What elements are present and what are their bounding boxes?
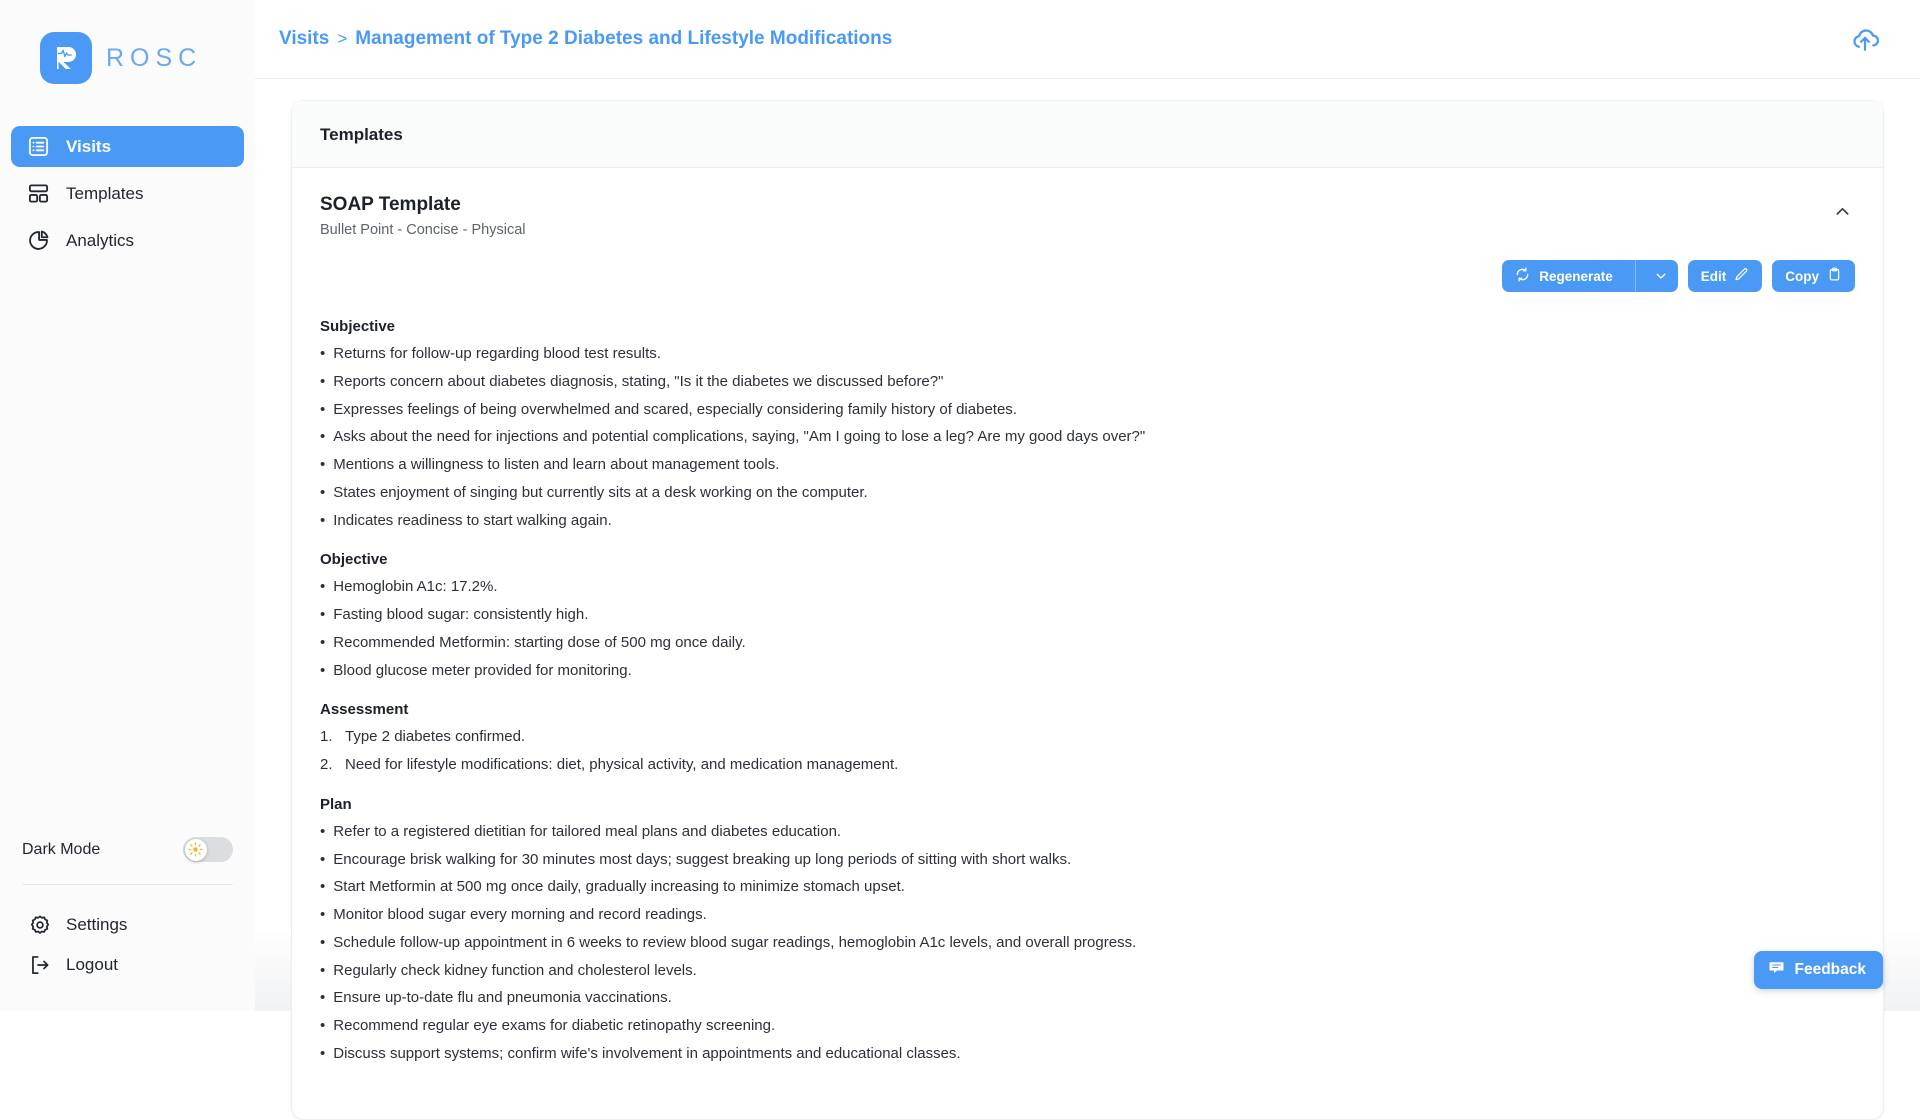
- note-list-item-text: Blood glucose meter provided for monitoring.: [333, 661, 632, 679]
- list-bullet: •: [320, 633, 326, 651]
- layout-icon: [27, 182, 50, 205]
- regenerate-button[interactable]: [1502, 260, 1678, 292]
- main-content: [255, 0, 1920, 1062]
- note-list-item-text: Schedule follow-up appointment in 6 weeks to review blood sugar readings, hemoglobin A1c levels, and overall progress.: [333, 933, 1137, 951]
- list-bullet: •: [320, 850, 326, 868]
- note-list-item-text: States enjoyment of singing but currently sits at a desk working on the computer.: [333, 483, 868, 501]
- note-list-item-text: Discuss support systems; confirm wife's involvement in appointments and educational classes.: [333, 1044, 961, 1062]
- list-number: 1.: [320, 728, 333, 746]
- list-bullet: •: [320, 606, 326, 623]
- cloud-upload-icon[interactable]: [1848, 22, 1882, 56]
- list-bullet: •: [320, 511, 326, 529]
- note-list-item-text: Reports concern about diabetes diagnosis, stating, "Is it the diabetes we discussed before?": [333, 372, 944, 390]
- note-list-item: [320, 482, 1855, 510]
- sidebar-item-label: Logout: [66, 955, 118, 974]
- sidebar-item-label: Templates: [66, 183, 144, 203]
- note-list-item: [320, 726, 1855, 754]
- note-section-list: [320, 726, 1855, 782]
- note-section-list: [320, 821, 1855, 1071]
- clipboard-icon: [1827, 267, 1842, 285]
- list-bullet: •: [320, 428, 326, 446]
- note-list-item: [320, 987, 1855, 1015]
- soap-template-subtitle: Bullet Point - Concise - Physical: [320, 222, 526, 238]
- list-bullet: •: [320, 933, 326, 951]
- note-list-item-text: Regularly check kidney function and cholesterol levels.: [333, 961, 697, 979]
- note-list-item: [320, 343, 1855, 371]
- note-list-item-text: Start Metformin at 500 mg once daily, gradually increasing to minimize stomach upset.: [333, 878, 905, 896]
- refresh-icon: [1515, 267, 1530, 285]
- feedback-label: Feedback: [1794, 961, 1866, 978]
- copy-label: Copy: [1785, 268, 1819, 284]
- note-list-item-text: Recommend regular eye exams for diabetic retinopathy screening.: [333, 1017, 776, 1034]
- toggle-knob: [185, 839, 207, 861]
- note-list-item: [320, 821, 1855, 849]
- edit-label: Edit: [1700, 268, 1727, 284]
- chat-icon: [1768, 959, 1785, 981]
- list-icon: [27, 135, 50, 158]
- list-bullet: •: [320, 372, 326, 390]
- brand-name: ROSC: [106, 43, 203, 72]
- list-bullet: •: [320, 483, 326, 501]
- note-list-item: [320, 660, 1855, 688]
- note-list-item: [320, 576, 1855, 604]
- breadcrumb: [279, 28, 892, 50]
- note-list-item-text: Asks about the need for injections and potential complications, saying, "Am I going to lose a leg? Are my good days over?": [333, 428, 1146, 446]
- list-bullet: •: [320, 400, 326, 418]
- soap-template-panel: [292, 168, 1883, 1119]
- note-list-item-text: Ensure up-to-date flu and pneumonia vaccinations.: [333, 989, 672, 1007]
- regenerate-divider: [1635, 260, 1636, 292]
- note-list-item-text: Recommended Metformin: starting dose of 500 mg once daily.: [333, 633, 746, 651]
- templates-card-header: Templates: [292, 101, 1883, 168]
- sidebar-footer: [0, 837, 255, 1011]
- list-bullet: •: [320, 961, 326, 979]
- chevron-up-icon[interactable]: [1829, 198, 1855, 224]
- note-list-item-text: Expresses feelings of being overwhelmed and scared, especially considering family history of diabetes.: [333, 400, 1017, 418]
- note-section-title: Objective: [320, 551, 388, 569]
- edit-button[interactable]: [1688, 260, 1763, 292]
- note-list-item-text: Type 2 diabetes confirmed.: [345, 728, 526, 746]
- list-bullet: •: [320, 456, 326, 473]
- sidebar-item-analytics[interactable]: [11, 220, 244, 261]
- list-bullet: •: [320, 1017, 326, 1034]
- sidebar-item-settings[interactable]: [22, 905, 233, 945]
- note-list-item: [320, 904, 1855, 932]
- soap-template-title: SOAP Template: [320, 194, 461, 215]
- list-bullet: •: [320, 989, 326, 1007]
- note-list-item-text: Fasting blood sugar: consistently high.: [333, 606, 589, 623]
- note-list-item: [320, 399, 1855, 427]
- list-bullet: •: [320, 822, 326, 840]
- note-list-item: [320, 604, 1855, 632]
- template-action-bar: [320, 260, 1855, 292]
- regenerate-label: Regenerate: [1539, 268, 1613, 284]
- note-list-item-text: Mentions a willingness to listen and learn about management tools.: [333, 456, 780, 473]
- note-list-item: [320, 426, 1855, 454]
- note-section-title: Subjective: [320, 318, 396, 335]
- note-section-title: Plan: [320, 795, 352, 813]
- sidebar: [0, 0, 255, 1011]
- feedback-button[interactable]: [1754, 951, 1883, 989]
- list-bullet: •: [320, 661, 326, 679]
- sidebar-item-label: Visits: [66, 136, 112, 156]
- note-list-item: [320, 849, 1855, 877]
- note-section-list: [320, 343, 1855, 537]
- note-list-item: [320, 1015, 1855, 1043]
- note-list-item-text: Refer to a registered dietitian for tailored meal plans and diabetes education.: [333, 822, 842, 840]
- chevron-down-icon[interactable]: [1644, 260, 1678, 292]
- note-list-item: [320, 510, 1855, 538]
- sidebar-item-visits[interactable]: [11, 126, 244, 167]
- note-list-item: [320, 754, 1855, 782]
- list-bullet: •: [320, 1044, 326, 1062]
- note-list-item-text: Indicates readiness to start walking again.: [333, 511, 612, 529]
- list-bullet: •: [320, 345, 326, 362]
- note-list-item: [320, 1043, 1855, 1071]
- soap-note-body: [320, 318, 1855, 1071]
- note-list-item: [320, 632, 1855, 660]
- copy-button[interactable]: [1772, 260, 1855, 292]
- soap-template-titles: [320, 194, 526, 238]
- sidebar-item-templates[interactable]: [11, 173, 244, 214]
- note-section-title: Assessment: [320, 701, 409, 719]
- dark-mode-toggle[interactable]: [183, 837, 233, 862]
- list-number: 2.: [320, 756, 333, 773]
- pencil-icon: [1734, 267, 1749, 285]
- gear-icon: [29, 914, 51, 936]
- dark-mode-row: [22, 837, 233, 884]
- list-bullet: •: [320, 878, 326, 896]
- note-list-item: [320, 876, 1855, 904]
- content-scroll-area[interactable]: [255, 79, 1920, 1120]
- note-list-item: [320, 371, 1855, 399]
- list-bullet: •: [320, 578, 326, 596]
- pie-chart-icon: [27, 229, 50, 252]
- top-bar: [255, 0, 1920, 79]
- breadcrumb-current: Management of Type 2 Diabetes and Lifestyle Modifications: [355, 28, 893, 49]
- brand-logo[interactable]: [0, 0, 255, 84]
- sidebar-divider: [22, 884, 233, 885]
- list-bullet: •: [320, 906, 326, 923]
- note-list-item: [320, 960, 1855, 988]
- templates-card: [291, 100, 1884, 1120]
- sidebar-nav: [0, 126, 255, 267]
- note-list-item-text: Returns for follow-up regarding blood test results.: [333, 345, 661, 362]
- dark-mode-label: Dark Mode: [22, 840, 101, 858]
- breadcrumb-root[interactable]: Visits: [279, 28, 330, 49]
- sun-icon: [188, 842, 203, 857]
- breadcrumb-separator: >: [337, 29, 348, 48]
- regenerate-main-segment[interactable]: [1502, 260, 1627, 292]
- sidebar-item-logout[interactable]: [22, 945, 233, 985]
- sidebar-item-label: Settings: [66, 915, 128, 934]
- note-list-item-text: Monitor blood sugar every morning and record readings.: [333, 906, 707, 923]
- note-section-list: [320, 576, 1855, 687]
- rosc-heartbeat-r-logo-icon: [40, 32, 92, 84]
- logout-icon: [29, 954, 51, 976]
- sidebar-item-label: Analytics: [66, 230, 135, 250]
- note-list-item-text: Encourage brisk walking for 30 minutes most days; suggest breaking up long periods of sitting with short walks.: [333, 850, 1072, 868]
- note-list-item: [320, 932, 1855, 960]
- soap-template-header: [320, 194, 1855, 238]
- note-list-item: [320, 454, 1855, 482]
- note-list-item-text: Need for lifestyle modifications: diet, physical activity, and medication management.: [345, 756, 899, 773]
- note-list-item-text: Hemoglobin A1c: 17.2%.: [333, 578, 498, 596]
